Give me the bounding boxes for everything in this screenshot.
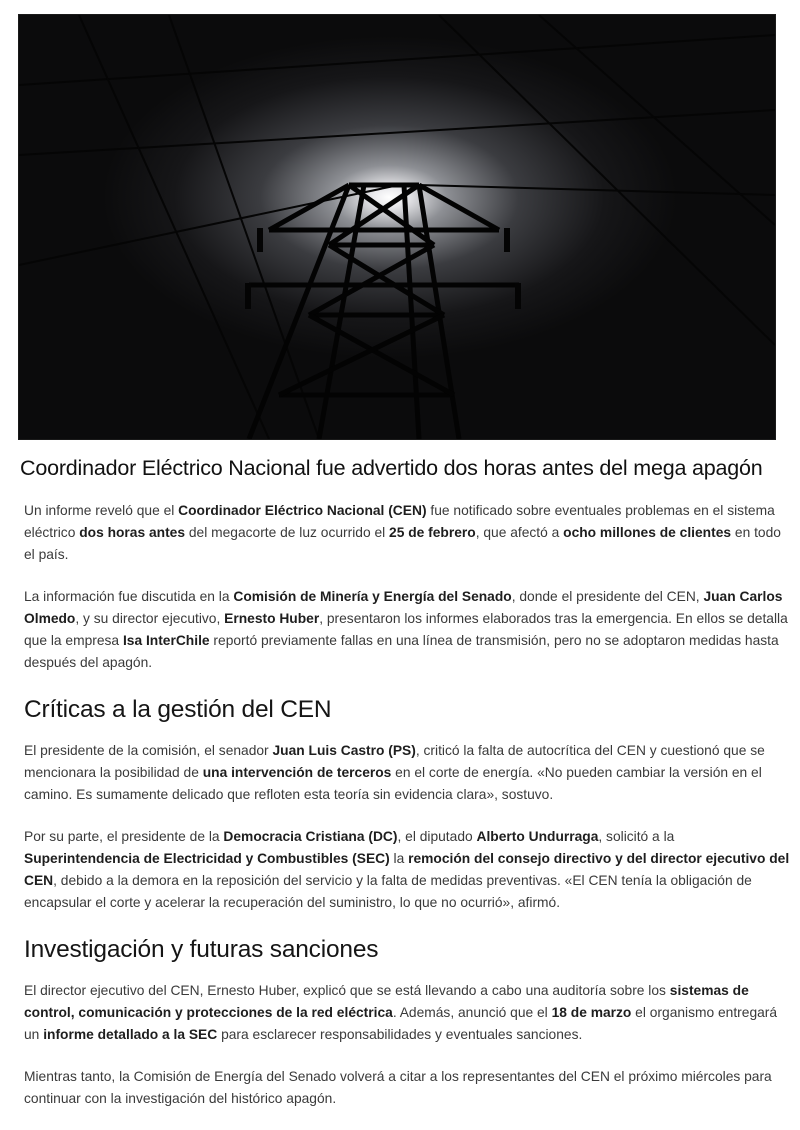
bold-text: una intervención de terceros [202, 765, 392, 780]
text: en todo el país. [24, 525, 781, 562]
bold-text: Democracia Cristiana (DC) [223, 829, 398, 844]
text: . Además, anunció que el [392, 1005, 552, 1020]
bold-text: 18 de marzo [551, 1005, 632, 1020]
bold-text: Isa InterChile [122, 633, 210, 648]
bold-text: Coordinador Eléctrico Nacional (CEN) [178, 503, 427, 518]
paragraph-6: Mientras tanto, la Comisión de Energía del Senado volverá a citar a los representantes del CEN el próximo miércoles para continuar con la investigación del histórico apagón. [24, 1069, 772, 1106]
text: , debido a la demora en la reposición del servicio y la falta de medidas preventivas. «El CEN tenía la obligación de encapsular el corte y acelerar la recuperación del suministro, lo que no ocurrió», afirmó. [24, 873, 752, 910]
text: en el corte de energía. «No pueden cambiar la versión en el camino. Es sumamente delicado que refloten esta teoría sin evidencia clara», sostuvo. [24, 765, 762, 802]
text: El director ejecutivo del CEN, Ernesto Huber, explicó que se está llevando a cabo una auditoría sobre los [24, 983, 670, 998]
paragraph-4 [24, 826, 792, 914]
text: el organismo entregará un [24, 1005, 778, 1042]
bold-text: informe detallado a la SEC [43, 1027, 218, 1042]
text: , donde el presidente del CEN, [511, 589, 704, 604]
text: la [389, 851, 409, 866]
section-heading-investigacion: Investigación y futuras sanciones [24, 936, 379, 963]
text: para esclarecer responsabilidades y eventuales sanciones. [217, 1027, 583, 1042]
bold-text: Alberto Undurraga [476, 829, 599, 844]
bold-text: remoción del consejo directivo y del director ejecutivo del CEN [24, 851, 790, 888]
text: fue notificado sobre eventuales problemas en el sistema eléctrico [24, 503, 775, 540]
bold-text: dos horas antes [79, 525, 186, 540]
bold-text: sistemas de control, comunicación y protecciones de la red eléctrica [24, 983, 749, 1020]
bold-text: Comisión de Minería y Energía del Senado [233, 589, 512, 604]
text: reportó previamente fallas en una línea de transmisión, pero no se adoptaron medidas hasta después del apagón. [24, 633, 779, 670]
power-tower-photo [19, 15, 775, 439]
bold-text: ocho millones de clientes [563, 525, 732, 540]
text: , y su director ejecutivo, [75, 611, 225, 626]
text: El presidente de la comisión, el senador [24, 743, 273, 758]
bold-text: 25 de febrero [389, 525, 476, 540]
text: , criticó la falta de autocrítica del CEN y cuestionó que se mencionara la posibilidad de [24, 743, 765, 780]
paragraph-5 [24, 980, 792, 1046]
bold-text: Juan Luis Castro (PS) [272, 743, 416, 758]
bold-text: Ernesto Huber [224, 611, 320, 626]
article-body [24, 500, 792, 1130]
text: , el diputado [397, 829, 477, 844]
hero-image [18, 14, 776, 440]
text: Un informe reveló que el [24, 503, 179, 518]
text: La información fue discutida en la [24, 589, 234, 604]
text: , que afectó a [475, 525, 564, 540]
text: Por su parte, el presidente de la [24, 829, 224, 844]
paragraph-1 [24, 500, 792, 566]
article-title: Coordinador Eléctrico Nacional fue advertido dos horas antes del mega apagón [20, 456, 763, 480]
text: , solicitó a la [598, 829, 675, 844]
paragraph-2 [24, 586, 792, 674]
text: , presentaron los informes elaborados tras la emergencia. En ellos se detalla que la empresa [24, 611, 788, 648]
bold-text: Superintendencia de Electricidad y Combustibles (SEC) [24, 851, 390, 866]
text: del megacorte de luz ocurrido el [185, 525, 390, 540]
section-heading-criticas: Críticas a la gestión del CEN [24, 696, 332, 723]
bold-text: Juan Carlos Olmedo [24, 589, 783, 626]
paragraph-3 [24, 740, 792, 806]
